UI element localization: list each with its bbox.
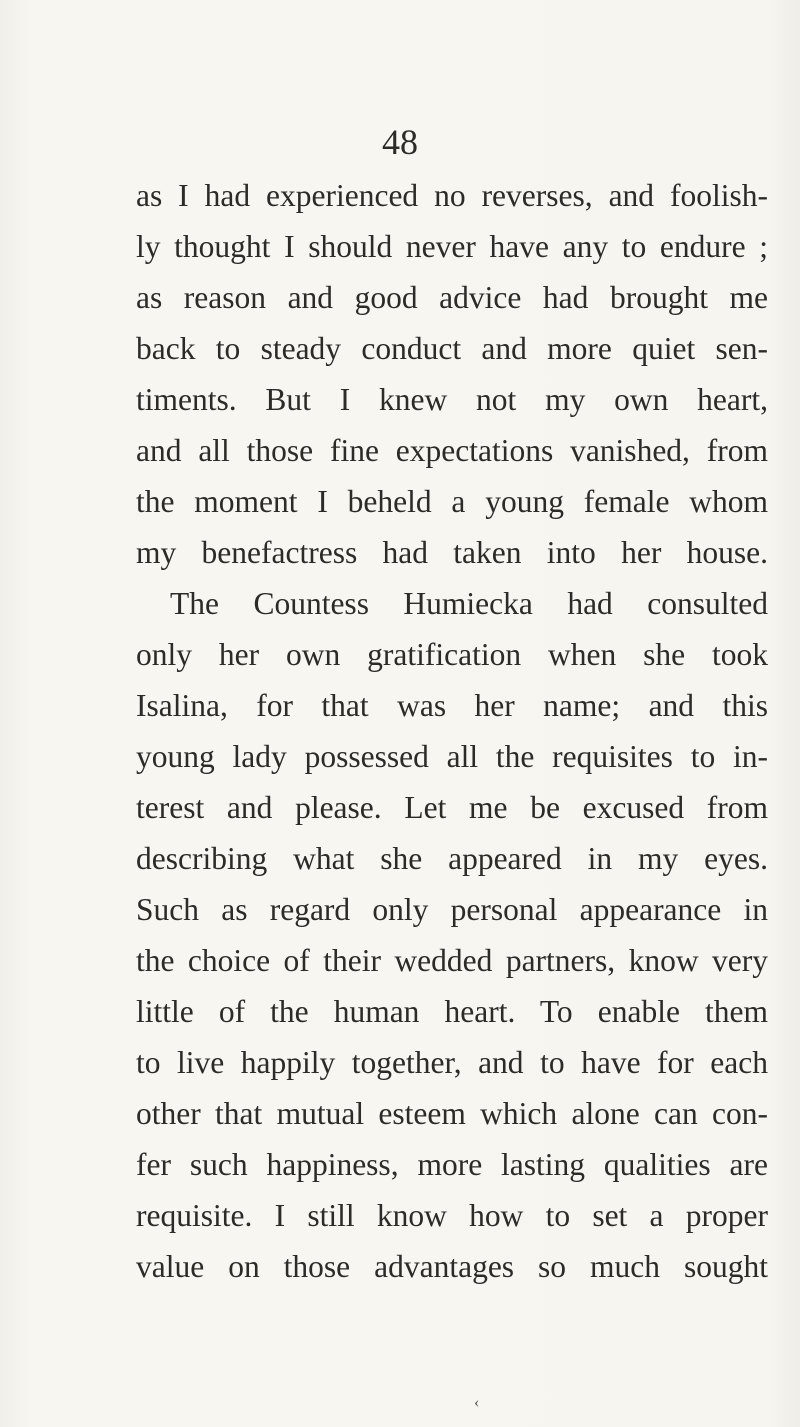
text-line-4: back to steady conduct and more quiet sen- xyxy=(136,331,768,366)
text-line-1: as I had experienced no reverses, and foolish- xyxy=(136,178,768,213)
text-line-3: as reason and good advice had brought me xyxy=(136,280,768,315)
text-line-18: to live happily together, and to have for each xyxy=(136,1045,768,1080)
body-text xyxy=(136,170,768,1292)
footer-mark: ‹ xyxy=(474,1394,480,1411)
text-line-19: other that mutual esteem which alone can con- xyxy=(136,1096,768,1131)
page-number: 48 xyxy=(382,122,418,162)
text-line-10: only her own gratification when she took xyxy=(136,637,768,672)
text-line-14: describing what she appeared in my eyes. xyxy=(136,841,768,876)
text-line-20: fer such happiness, more lasting qualities are xyxy=(136,1147,768,1182)
text-line-11: Isalina, for that was her name; and this xyxy=(136,688,768,723)
text-line-22: value on those advantages so much sought xyxy=(136,1249,768,1284)
text-line-13: terest and please. Let me be excused from xyxy=(136,790,768,825)
text-line-6: and all those fine expectations vanished, from xyxy=(136,433,768,468)
text-line-17: little of the human heart. To enable them xyxy=(136,994,768,1029)
text-line-8: my benefactress had taken into her house. xyxy=(136,535,768,570)
text-line-21: requisite. I still know how to set a proper xyxy=(136,1198,768,1233)
text-line-12: young lady possessed all the requisites to in- xyxy=(136,739,768,774)
text-line-16: the choice of their wedded partners, know very xyxy=(136,943,768,978)
text-line-5: timents. But I knew not my own heart, xyxy=(136,382,768,417)
text-line-9: The Countess Humiecka had consulted xyxy=(170,586,768,621)
text-line-7: the moment I beheld a young female whom xyxy=(136,484,768,519)
text-line-15: Such as regard only personal appearance in xyxy=(136,892,768,927)
text-line-2: ly thought I should never have any to endure ; xyxy=(136,229,768,264)
